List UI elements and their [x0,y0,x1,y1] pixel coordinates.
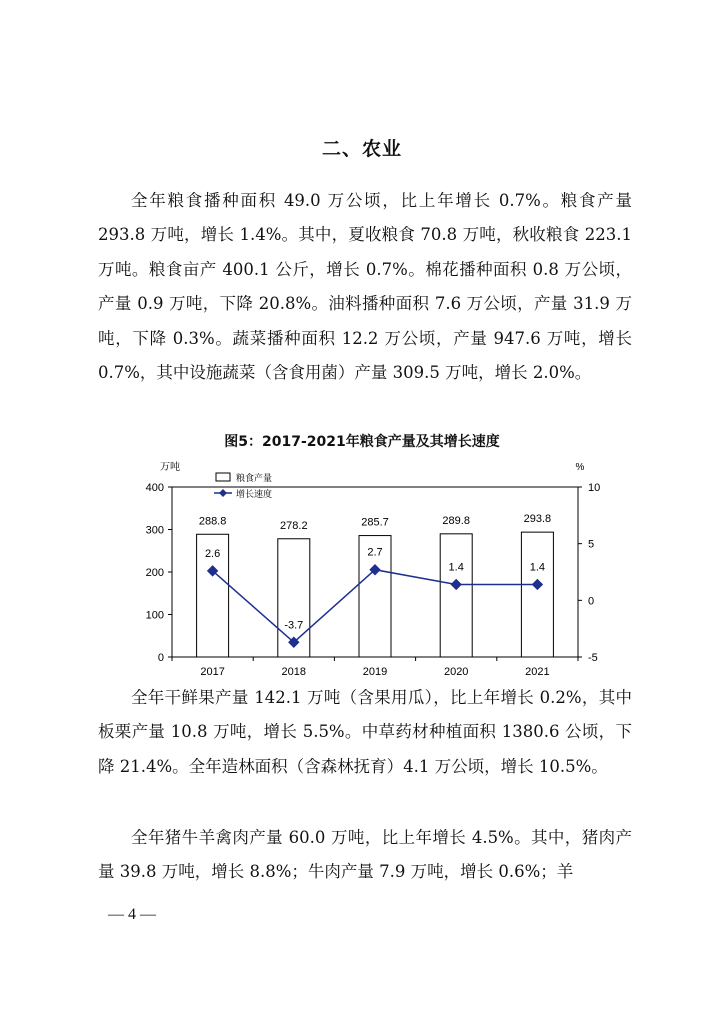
bar-data-label: 278.2 [280,519,308,532]
right-axis-tick-label: 0 [588,595,595,608]
legend-line-label: 增长速度 [236,489,273,499]
bar-data-label: 289.8 [442,514,470,527]
x-axis-tick-label: 2018 [281,666,307,678]
left-axis-unit-label: 万吨 [160,462,180,473]
x-axis-tick-label: 2020 [443,666,469,678]
bar [440,534,472,657]
left-axis-tick-label: 0 [157,652,164,664]
page-number: — 4 — [108,906,156,923]
x-axis-tick-label: 2017 [200,666,225,678]
bar-data-label: 285.7 [361,516,389,529]
bar-data-label: 293.8 [523,513,552,526]
legend-bar-label: 粮食产量 [236,473,273,483]
paragraph-grain: 全年粮食播种面积 49.0 万公顷，比上年增长 0.7%。粮食产量 293.8 万吨，增长 1.4%。其中，夏收粮食 70.8 万吨，秋收粮食 223.1 万吨。粮食亩产 400.1 公斤，增长 0.7%。棉花播种面积 0.8 万公顷，产量 0.9 万吨，下降 20.8%。油料播种面积 7.6 万公顷，产量 31.9 万吨，下降 0.3%。蔬菜播种面积 12.2 万公顷，产量 947.6 万吨，增长 0.7%，其中设施蔬菜（含食用菌）产量 309.5 万吨，增长 2.0%。 [98,191,632,383]
left-axis-tick-label: 100 [145,609,164,622]
right-axis-tick-label: -5 [588,652,598,664]
grain-output-chart [140,455,610,678]
growth-rate-data-label: 2.6 [204,547,221,560]
left-axis-tick-label: 400 [145,482,164,494]
growth-rate-data-label: 1.4 [448,561,464,574]
paragraph-fruit: 全年干鲜果产量 142.1 万吨（含果用瓜），比上年增长 0.2%，其中板栗产量 10.8 万吨，增长 5.5%。中草药材种植面积 1380.6 公顷，下降 21.4%。全年造林面积（含森林抚育）4.1 万公顷，增长 10.5%。 [98,688,632,776]
growth-rate-data-label: 2.7 [367,546,383,559]
growth-rate-data-label: 1.4 [529,561,546,574]
legend-line-marker [219,489,227,497]
left-axis-tick-label: 200 [145,567,164,579]
right-axis-tick-label: 10 [588,482,601,494]
bar [521,532,553,657]
bar-data-label: 288.8 [198,515,227,528]
x-axis-tick-label: 2021 [525,666,550,678]
paragraph-meat: 全年猪牛羊禽肉产量 60.0 万吨，比上年增长 4.5%。其中，猪肉产量 39.8 万吨，增长 8.8%；牛肉产量 7.9 万吨，增长 0.6%；羊 [98,828,632,882]
right-axis-tick-label: 5 [588,538,595,551]
figure-title: 图5：2017-2021年粮食产量及其增长速度 [224,434,500,450]
growth-rate-data-label: -3.7 [284,619,304,632]
legend-bar-swatch [216,473,230,481]
right-axis-unit-label: % [575,462,585,473]
left-axis-tick-label: 300 [145,524,164,537]
x-axis-tick-label: 2019 [362,666,388,678]
section-title: 二、农业 [321,138,402,160]
